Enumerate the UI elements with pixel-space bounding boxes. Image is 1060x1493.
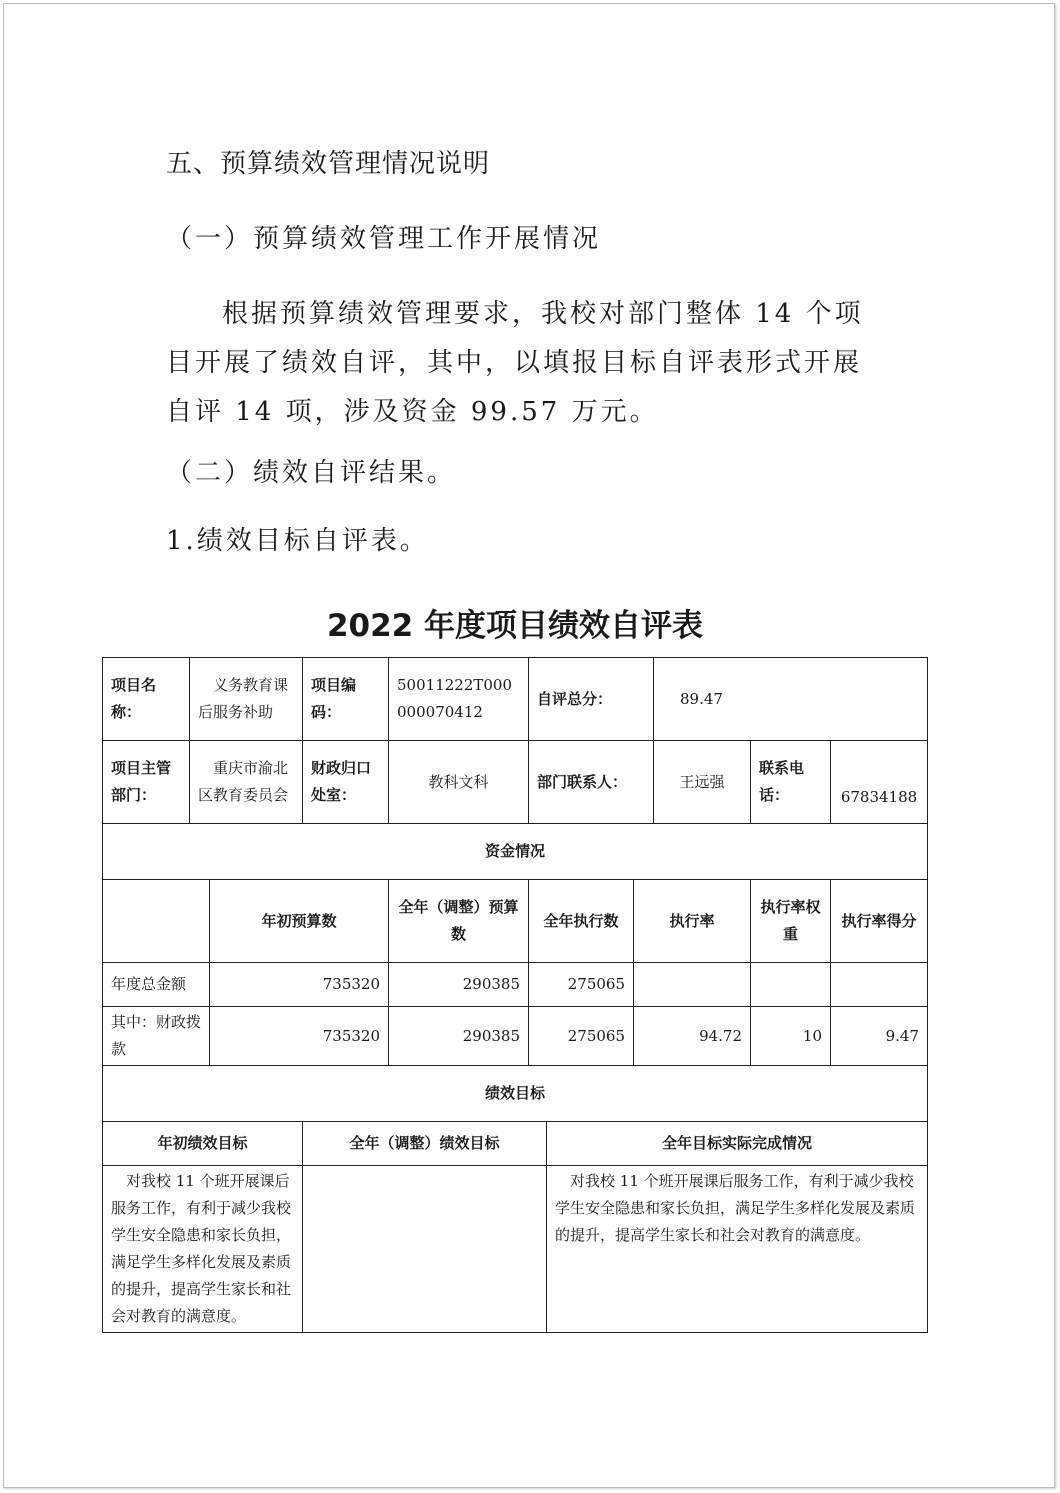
funds-header: 执行率权重	[751, 880, 831, 963]
funds-cell: 290385	[389, 1007, 529, 1066]
value-finance-office: 教科文科	[389, 741, 529, 824]
performance-header: 全年目标实际完成情况	[547, 1122, 928, 1166]
label-total-score: 自评总分：	[529, 658, 654, 741]
value-dept: 重庆市渝北区教育委员会	[190, 741, 303, 824]
funds-cell	[831, 963, 928, 1007]
label-dept: 项目主管部门：	[103, 741, 190, 824]
funds-header: 执行率得分	[831, 880, 928, 963]
performance-section-title: 绩效目标	[103, 1066, 928, 1122]
funds-cell: 9.47	[831, 1007, 928, 1066]
table-row	[103, 741, 928, 824]
funds-cell	[751, 963, 831, 1007]
funds-section-title: 资金情况	[103, 824, 928, 880]
table-row	[103, 658, 928, 741]
list-item-heading: 1.绩效目标自评表。	[166, 526, 429, 556]
label-phone: 联系电话：	[751, 741, 831, 824]
funds-cell: 735320	[210, 1007, 389, 1066]
funds-cell: 275065	[529, 1007, 634, 1066]
table-row	[103, 1166, 928, 1333]
value-total-score: 89.47	[654, 658, 928, 741]
body-paragraph: 根据预算绩效管理要求，我校对部门整体 14 个项目开展了绩效自评，其中，以填报目标自评表形式开展自评 14 项，涉及资金 99.57 万元。	[166, 299, 864, 427]
funds-header	[103, 880, 210, 963]
funds-header: 全年执行数	[529, 880, 634, 963]
funds-header-row	[103, 880, 928, 963]
table-row	[103, 963, 928, 1007]
funds-header: 年初预算数	[210, 880, 389, 963]
value-project-code: 50011222T000000070412	[389, 658, 529, 741]
funds-cell: 其中：财政拨款	[103, 1007, 210, 1066]
subsection-heading-2: （二）绩效自评结果。	[166, 458, 457, 488]
evaluation-table	[102, 657, 928, 1333]
funds-cell: 275065	[529, 963, 634, 1007]
funds-cell: 10	[751, 1007, 831, 1066]
performance-header-row	[103, 1122, 928, 1166]
value-contact: 王远强	[654, 741, 751, 824]
table-row	[103, 824, 928, 880]
funds-header: 全年（调整）预算数	[389, 880, 529, 963]
value-phone: 67834188	[831, 741, 928, 824]
label-finance-office: 财政归口处室：	[303, 741, 389, 824]
adjusted-goal-text	[303, 1166, 547, 1333]
initial-goal-text: 对我校 11 个班开展课后服务工作，有利于减少我校学生安全隐患和家长负担，满足学生多样化发展及素质的提升，提高学生家长和社会对教育的满意度。	[103, 1166, 303, 1333]
funds-cell: 年度总金额	[103, 963, 210, 1007]
label-contact: 部门联系人：	[529, 741, 654, 824]
funds-cell: 735320	[210, 963, 389, 1007]
table-title: 2022 年度项目绩效自评表	[326, 608, 704, 644]
funds-cell: 94.72	[634, 1007, 751, 1066]
label-project-code: 项目编码：	[303, 658, 389, 741]
value-project-name: 义务教育课后服务补助	[190, 658, 303, 741]
table-row	[103, 1007, 928, 1066]
table-row	[103, 1066, 928, 1122]
funds-header: 执行率	[634, 880, 751, 963]
label-project-name: 项目名称：	[103, 658, 190, 741]
actual-completion-text: 对我校 11 个班开展课后服务工作，有利于减少我校学生安全隐患和家长负担，满足学生多样化发展及素质的提升，提高学生家长和社会对教育的满意度。	[547, 1166, 928, 1333]
section-heading: 五、预算绩效管理情况说明	[166, 149, 491, 179]
performance-header: 全年（调整）绩效目标	[303, 1122, 547, 1166]
funds-cell: 290385	[389, 963, 529, 1007]
performance-header: 年初绩效目标	[103, 1122, 303, 1166]
subsection-heading-1: （一）预算绩效管理工作开展情况	[166, 224, 602, 254]
funds-cell	[634, 963, 751, 1007]
